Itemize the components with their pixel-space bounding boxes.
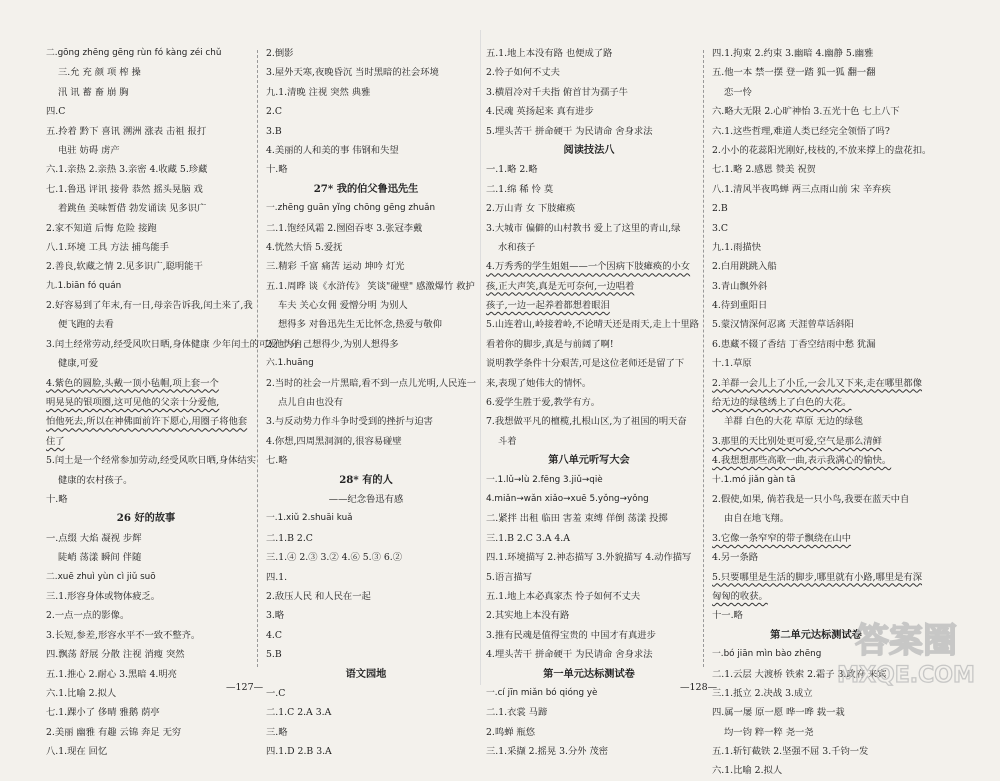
answer-line: 六.1.huāng <box>266 358 314 369</box>
section-heading: 阅读技法八 <box>563 143 615 156</box>
answer-line: 三.1.④ 2.③ 3.② 4.⑥ 5.③ 6.② <box>266 552 403 564</box>
answer-line: 六.1.比喻 2.拟人 <box>46 687 117 699</box>
answer-line: 三.1.采撷 2.摇晃 3.分外 茂密 <box>486 746 609 758</box>
section-heading: 第八单元听写大会 <box>548 454 630 467</box>
answer-line: 2.假使,如果, 倘若我是一只小鸟,我要在蓝天中自 <box>712 493 910 505</box>
answer-line: 5.只要哪里是生活的脚步,哪里就有小路,哪里是有深 <box>712 571 923 583</box>
answer-line: 三.1.B 2.C 3.A 4.A <box>486 532 570 544</box>
answer-line: 三.1.形容身体或物体疲乏。 <box>46 590 161 602</box>
answer-line: 2.C <box>266 106 282 118</box>
answer-line: 7.我想做平凡的檀榄,扎根山区,为了祖国的明天奋 <box>486 416 687 428</box>
answer-column-2 <box>266 44 477 758</box>
answer-line: 十.1.mó jiǎn gàn tā <box>712 474 796 485</box>
page-gutter <box>480 30 481 685</box>
answer-line: 陡峭 荡漾 瞬间 伴随 <box>58 552 142 564</box>
answer-line: 一.zhēng guān yǐng chōng gēng zhuǎn <box>266 203 436 214</box>
answer-line: 四.1.拘束 2.约束 3.幽暗 4.幽静 5.幽雅 <box>712 48 874 59</box>
answer-line: 4.埋头苦干 拼命硬干 为民请命 舍身求法 <box>486 649 653 661</box>
answer-line: 二.1.云层 大渡桥 铁索 2.霜子 3.政府 来宾 <box>712 668 887 680</box>
answer-line: 5.山连着山,岭接着岭,不论晴天还是雨天,走上十里路 <box>486 319 699 331</box>
page-number-left: —127— <box>226 682 264 693</box>
answer-line: 4.紫色的圆脸,头戴一顶小毡帽,项上套一个 <box>46 377 219 389</box>
answer-line: 十一.略 <box>712 610 743 622</box>
answer-line: 九.1.biān fó quán <box>46 280 122 291</box>
answer-line: 二.1.B 2.C <box>266 532 313 544</box>
answer-line: 一.C <box>266 687 286 699</box>
answer-line: 四.飘荡 舒展 分散 注视 消瘦 突然 <box>46 649 185 661</box>
answer-line: 九.1.雨描快 <box>712 241 762 253</box>
answer-line: 二.gōng zhēng gēng rùn fó kàng zéi chǔ <box>46 48 222 58</box>
answer-line: 便飞跑的去看 <box>58 319 114 331</box>
answer-line: 2.B <box>712 203 728 215</box>
answer-line: 健康,可爱 <box>58 358 99 370</box>
answer-line: 5.蒙汉情深何忍离 天涯曾草话斜阳 <box>712 319 854 331</box>
answer-line: 十.1.草原 <box>712 358 752 370</box>
answer-line: 3.那里的天比别处更可爱,空气是那么清鲜 <box>712 435 882 447</box>
answer-line: 二.1.衣裳 马蹄 <box>486 707 548 719</box>
answer-line: 2.美丽 幽雅 有趣 云锦 奔足 无穷 <box>46 726 182 738</box>
answer-line: 五.1.斩钉截铁 2.坚强不屈 3.千钧一发 <box>712 746 869 758</box>
answer-line: 3.横眉冷对千夫指 俯首甘为孺子牛 <box>486 86 628 98</box>
answer-line: 健康的农村孩子。 <box>58 474 133 486</box>
answer-line: 3.闰土经常劳动,经受风吹日晒,身体健康 少年闰土的可爱 十分 <box>46 338 300 350</box>
answer-line: 4.另一条路 <box>712 552 759 564</box>
answer-line: 一.1.略 2.略 <box>486 164 538 176</box>
answer-line: 一.点缀 大焰 凝视 步辉 <box>46 532 142 544</box>
answer-line: 四.1.环境描写 2.神态描写 3.外貌描写 4.动作描写 <box>486 552 692 564</box>
answer-line: 七.1.踝小了 侈晴 雅鹅 荫亭 <box>46 707 160 719</box>
answer-line: ——纪念鲁迅有感 <box>328 493 404 505</box>
answer-line: 五.1.地上本没有路 也便成了路 <box>486 48 613 59</box>
answer-line: 2.万山青 女 下肢瘫痪 <box>486 203 576 215</box>
answer-line: 4.万秀秀的学生姐姐——一个因病下肢瘫痪的小女 <box>486 261 691 273</box>
answer-line: 2.白用跳跳入船 <box>712 261 777 273</box>
answer-line: 4.miǎn→wǎn xiǎo→xuē 5.yǒng→yǒng <box>486 493 649 504</box>
watermark-logo <box>836 614 976 690</box>
answer-line: 羊群 白色的大花 草原 无边的绿毯 <box>724 416 864 428</box>
column-divider-left <box>257 50 258 667</box>
answer-line: 二.紧拌 出租 临田 害羞 束缚 佯倒 荡漾 投掷 <box>486 513 668 525</box>
answer-line: 六.略大无限 2.心旷神怡 3.五光十色 七上八下 <box>712 106 900 118</box>
column-divider-right <box>703 50 704 667</box>
answer-line: 说明教学条件十分艰苦,可是这位老师还是留了下 <box>486 358 685 370</box>
watermark-top-text: 答案圈 <box>855 621 957 661</box>
answer-line: 4.美丽的人和美的事 伟钢和失望 <box>266 144 399 156</box>
answer-line: 4.我想想那些高歌一曲,表示我满心的愉快。 <box>712 455 892 467</box>
answer-line: 2.其实地上本没有路 <box>486 610 570 622</box>
answer-line: 2.倒影 <box>266 48 294 59</box>
answer-line: 二.1.C 2.A 3.A <box>266 707 332 719</box>
answer-line: 水和孩子 <box>498 241 536 253</box>
answer-line: 汛 讯 蓄 畜 崩 胸 <box>58 86 129 98</box>
answer-line: 匈匈的收获。 <box>712 590 768 602</box>
answer-line: 一.bó jiān mìn bào zhēng <box>712 649 822 660</box>
answer-line: 二.xuē zhuì yùn cì jiǔ suō <box>46 571 156 582</box>
answer-line: 5.语言描写 <box>486 571 533 583</box>
answer-line: 着跳鱼 美味暂借 勃发诵读 见多识广 <box>58 203 207 215</box>
section-heading: 27* 我的伯父鲁迅先生 <box>313 182 419 195</box>
answer-line: 2.他为自己想得少,为别人想得多 <box>266 338 399 350</box>
answer-line: 五.他一本 禁一摆 登一踏 狐一狐 翻一翻 <box>712 67 876 79</box>
answer-line: 2.当时的社会一片黑暗,看不到一点儿光明,人民连一 <box>266 377 477 389</box>
answer-line: 4.你想,四周黑洞洞的,很容易碰壁 <box>266 435 402 447</box>
answer-line: 十.略 <box>46 493 68 505</box>
answer-line: 均一钧 粹一粹 尧一尧 <box>724 726 814 738</box>
answer-line: 四.属一屡 原一愿 哗一哗 载一栽 <box>712 707 845 719</box>
answer-line: 3.B <box>266 125 282 137</box>
answer-line: 七.1.鲁迅 评讯 接骨 恭然 摇头晃脑 戏 <box>46 183 203 195</box>
answer-line: 2.小小的花蕊阳光刚好,枝枝的,不放来撑上的盘花扣。 <box>712 144 932 156</box>
section-heading: 第一单元达标测试卷 <box>543 667 635 680</box>
answer-line: 3.推有民魂是值得宝贵的 中国才有真进步 <box>486 629 656 641</box>
answer-line: 由自在地飞翔。 <box>724 513 790 525</box>
answer-line: 4.恍然大悟 5.爱抚 <box>266 241 343 253</box>
answer-line: 3.屋外天寒,夜晚昏沉 当时黑暗的社会环境 <box>266 67 439 79</box>
answer-line: 恋一怜 <box>724 86 752 98</box>
section-heading: 26 好的故事 <box>116 512 176 525</box>
answer-line: 想得多 对鲁迅先生无比怀念,热爱与敬仰 <box>278 319 442 331</box>
answer-line: 五.1.地上本必真家杰 怜子如何不丈夫 <box>486 590 641 602</box>
answer-line: 2.好容易到了年末,有一日,母亲告诉我,闰土来了,我 <box>46 300 253 312</box>
answer-line: 2.羊群一会儿上了小丘,一会儿又下来,走在哪里都像 <box>712 377 923 389</box>
answer-line: 七.1.略 2.感恩 赞美 祝贺 <box>712 164 816 176</box>
answer-line: 孩,正大声笑,真是无可奈何,一边唱着 <box>486 280 635 292</box>
answer-line: 3.青山飘外斜 <box>712 280 768 292</box>
answer-line: 一.cí jīn miǎn bó qióng yè <box>486 687 598 698</box>
answer-line: 六.1.比喻 2.拟人 <box>712 765 783 777</box>
answer-line: 一.1.xiǔ 2.shuāi kuǎ <box>266 513 353 524</box>
answer-line: 七.略 <box>266 455 288 467</box>
answer-line: 三.略 <box>266 726 288 738</box>
answer-line: 四.1. <box>266 571 288 583</box>
answer-line: 斗着 <box>498 435 517 447</box>
answer-line: 四.1.D 2.B 3.A <box>266 746 332 758</box>
answer-line: 一.1.lǔ→lù 2.fēng 3.jiǔ→qiè <box>486 474 603 485</box>
answer-line: 4.民魂 英扬起来 真有进步 <box>486 106 594 118</box>
answer-line: 二.1.绵 稀 怜 莫 <box>486 183 554 195</box>
answer-line: 五.拎着 黔下 喜讯 溯洲 涨表 击祖 报打 <box>46 125 207 137</box>
answer-line: 三.精彩 千富 痛苦 运动 坤吟 灯光 <box>266 261 405 273</box>
answer-line: 5.埋头苦干 拼命硬干 为民请命 舍身求法 <box>486 125 653 137</box>
answer-line: 5.闰土是一个经常参加劳动,经受风吹日晒,身体结实 <box>46 455 257 467</box>
answer-line: 6.患藏不辍了香结 丁香空结雨中愁 犹漏 <box>712 338 876 350</box>
answer-line: 五.1.周晔 谈《水浒传》 笑谈"碰壁" 感激爆竹 救护 <box>266 280 475 292</box>
answer-line: 八.1.环境 工具 方法 捕鸟能手 <box>46 241 169 253</box>
answer-line: 4.待到重阳日 <box>712 300 768 312</box>
answer-line: 明晃晃的银项圈,这可见他的父亲十分爱他, <box>46 397 220 409</box>
answer-line: 2.一点一点的影像。 <box>46 610 130 622</box>
answer-line: 2.敌压人民 和人民在一起 <box>266 590 371 602</box>
answer-line: 3.C <box>712 222 728 234</box>
answer-line: 看着你的脚步,真是与前阔了啊! <box>486 338 614 350</box>
answer-line: 3.大城市 偏僻的山村教书 爱上了这里的青山,绿 <box>486 222 681 234</box>
answer-line: 电驻 妨碍 虏产 <box>58 144 120 156</box>
watermark-bottom-text: MXQE.COM <box>837 663 975 688</box>
answer-line: 怕他死去,所以在神佛面前许下愿心,用圈子将他套 <box>46 416 248 428</box>
answer-line: 2.善良,软藏之情 2.见多识广,聪明能干 <box>46 261 203 273</box>
answer-line: 二.1.饱经风霜 2.囫囵吞枣 3.张冠李戴 <box>266 222 423 234</box>
section-heading: 语文园地 <box>345 667 387 680</box>
answer-line: 六.1.亲热 2.亲热 3.亲密 4.收藏 5.珍藏 <box>46 164 208 176</box>
answer-line: 3.略 <box>266 610 285 622</box>
answer-line: 十.略 <box>266 164 288 176</box>
answer-line: 3.它像一条窄窄的带子飘绕在山中 <box>712 532 852 544</box>
answer-line: 车夫 关心女佣 爱憎分明 为别人 <box>278 300 408 312</box>
answer-line: 四.C <box>46 106 66 118</box>
answer-line: 给无边的绿毯绣上了白色的大花。 <box>712 397 852 409</box>
answer-line: 点儿自由也没有 <box>278 397 344 409</box>
answer-line: 6.爱学生胜于爱,教学有方。 <box>486 397 601 409</box>
answer-line: 2.怜子如何不丈夫 <box>486 67 560 79</box>
answer-line: 来,表现了她伟大的情怀。 <box>486 377 592 389</box>
page-number-right: —128— <box>680 682 718 693</box>
answer-line: 3.与反动势力作斗争时受到的挫折与迫害 <box>266 416 433 428</box>
answer-line: 2.家不知道 后悔 危险 接跑 <box>46 222 157 234</box>
answer-line: 2.鸣蝉 瓶悠 <box>486 726 536 738</box>
answer-line: 九.1.清晚 注视 突然 典雅 <box>266 86 371 98</box>
answer-line: 三.允 充 颜 项 榨 操 <box>58 67 141 79</box>
answer-line: 五.1.推心 2.耐心 3.黑暗 4.明亮 <box>46 668 177 680</box>
section-heading: 28* 有的人 <box>339 473 393 486</box>
answer-line: 八.1.现在 回忆 <box>46 746 108 758</box>
answer-line: 4.C <box>266 629 282 641</box>
answer-line: 住了 <box>46 435 65 447</box>
answer-line: 5.B <box>266 649 282 661</box>
section-heading: 第二单元达标测试卷 <box>770 628 862 641</box>
answer-line: 八.1.清风半夜鸣蝉 两三点雨山前 宋 辛弃疾 <box>712 183 891 195</box>
answer-line: 3.长短,参差,形容水平不一致不整齐。 <box>46 629 201 641</box>
answer-line: 孩子,一边一起养着都想着眼泪 <box>486 300 610 312</box>
answer-line: 六.1.这些哲理,难道人类已经完全领悟了吗? <box>712 125 890 137</box>
answer-line: 三.1.抵立 2.决战 3.成立 <box>712 687 813 699</box>
